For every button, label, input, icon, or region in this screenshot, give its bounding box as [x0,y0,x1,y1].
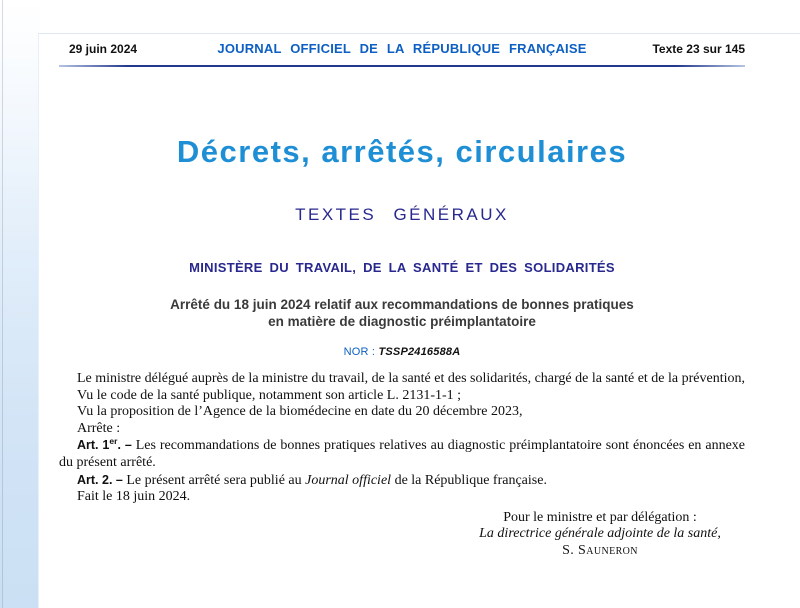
page-margin-edge-line [2,0,3,608]
signature-delegation: Pour le ministre et par délégation : [503,509,697,525]
document-title: Décrets, arrêtés, circulaires [176,134,628,169]
signature-name: S. Sauneron [562,542,638,558]
journal-title: JOURNAL OFFICIEL DE LA RÉPUBLIQUE FRANÇAISE [217,41,587,56]
header-divider-rule [59,65,745,67]
text-reference: Texte 23 sur 145 [652,42,745,56]
article-1 [59,437,745,471]
journal-page [38,33,800,608]
page-header [59,41,745,56]
article-2-text-before: Le présent arrêté sera publié au [126,472,306,488]
date-of-signature: Fait le 18 juin 2024. [77,489,191,505]
article-2-text-after: de la République française. [391,472,547,488]
page-margin-gradient [0,0,40,608]
article-2-journal-officiel: Journal officiel [305,472,392,488]
act-title-line1: Arrêté du 18 juin 2024 relatif aux recommandations de bonnes pratiques [170,297,634,312]
section-subtitle: TEXTES GÉNÉRAUX [295,205,509,224]
nor-line [59,346,745,358]
enacting-formula: Arrête : [77,420,121,436]
article-1-superscript: er [109,436,118,447]
article-1-text: Les recommandations de bonnes pratiques relatives au diagnostic préimplantatoire sont énoncées en annexe du présent arrêté. [59,438,746,470]
article-1-label: Art. 1er. – [77,436,136,453]
preamble-paragraph: Le ministre délégué auprès de la ministre du travail, de la santé et des solidarités, chargé de la santé et de la prévention, [77,371,745,386]
ministry-heading: MINISTÈRE DU TRAVAIL, DE LA SANTÉ ET DES SOLIDARITÉS [189,260,615,275]
visa-line-1: Vu le code de la santé publique, notamment son article L. 2131-1-1 ; [77,387,462,403]
act-title-line2: en matière de diagnostic préimplantatoire [268,313,536,329]
act-body [59,371,745,559]
signature-role: La directrice générale adjointe de la santé, [479,526,721,542]
act-title [59,297,745,330]
visa-line-2: Vu la proposition de l’Agence de la biomédecine en date du 20 décembre 2023, [77,404,523,420]
header-date: 29 juin 2024 [69,42,138,56]
article-2 [59,472,745,490]
nor-label: NOR : [343,346,376,358]
article-2-label: Art. 2. – [77,472,127,487]
nor-value: TSSP2416588A [378,346,461,358]
signature-block [455,510,745,560]
